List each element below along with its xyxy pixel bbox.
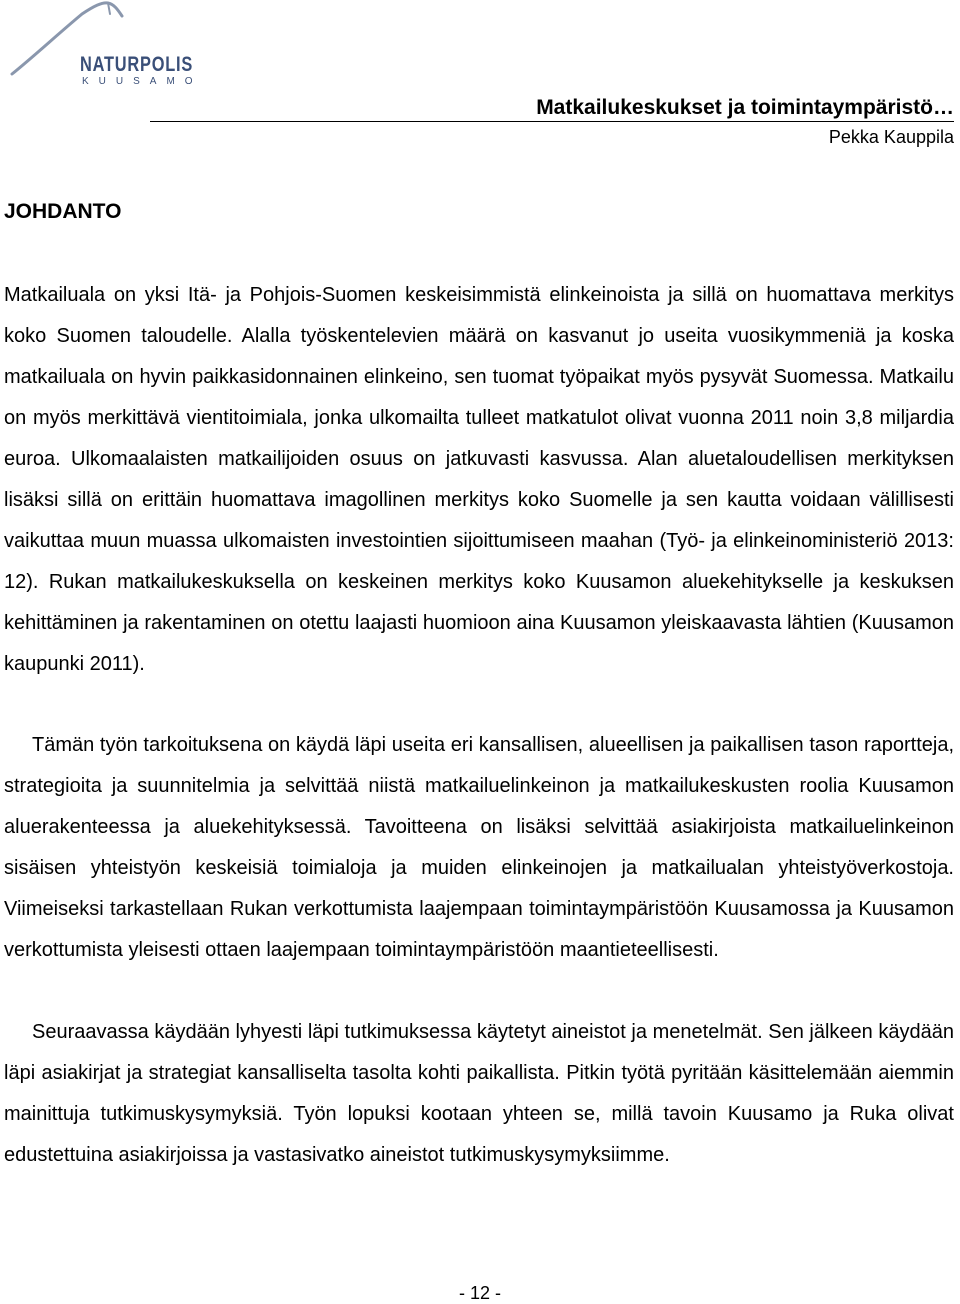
section-title: JOHDANTO (4, 200, 122, 223)
logo-text (80, 54, 225, 88)
body-paragraph-1: Matkailuala on yksi Itä- ja Pohjois-Suomen keskeisimmistä elinkeinoista ja sillä on huomattava merkitys koko Suomen taloudelle. Alalla työskentelevien määrä on kasvanut jo useita vuosikymmeniä ja koska matkailuala on hyvin paikkasidonnainen elinkeino, sen tuomat työpaikat myös pysyvät Suomessa. Matkailu on myös merkittävä vientitoimiala, jonka ulkomailta tulleet matkatulot olivat vuonna 2011 noin 3,8 miljardia euroa. Ulkomaalaisten matkailijoiden osuus on jatkuvasti kasvussa. Alan aluetaloudellisen merkityksen lisäksi sillä on erittäin huomattava imagollinen merkitys koko Suomelle ja sen kautta voidaan välillisesti vaikuttaa muun muassa ulkomaisten investointien sijoittumiseen maahan (Työ- ja elinkeinoministeriö 2013: 12). Rukan matkailukeskuksella on keskeinen merkitys koko Kuusamon aluekehitykselle ja keskuksen kehittäminen ja rakentaminen on otettu laajasti huomioon aina Kuusamon yleiskaavasta lähtien (Kuusamon kaupunki 2011). (4, 284, 954, 675)
logo-name: NATURPOLIS (80, 53, 194, 76)
logo-sub: KUUSAMO (82, 76, 203, 87)
page-number: - 12 - (458, 1283, 501, 1303)
body-paragraph-3: Seuraavassa käydään lyhyesti läpi tutkimuksessa käytetyt aineistot ja menetelmät. Sen jälkeen käydään läpi asiakirjat ja strategiat kansalliselta tasolta kohti paikallista. Pitkin työtä pyritään käsittelemään aiemmin mainittuja tutkimuskysymyksiä. Työn lopuksi kootaan yhteen se, millä tavoin Kuusamo ja Ruka olivat edustettuina asiakirjoissa ja vastasivatko aineistot tutkimuskysymyksiimme. (4, 1021, 954, 1166)
naturpolis-logo (10, 0, 203, 100)
body-paragraph-2: Tämän työn tarkoituksena on käydä läpi useita eri kansallisen, alueellisen ja paikallisen tason raportteja, strategioita ja suunnitelmia ja selvittää niistä matkailuelinkeinon ja matkailukeskusten roolia Kuusamon aluerakenteessa ja aluekehityksessä. Tavoitteena on lisäksi selvittää asiakirjoista matkailuelinkeinon sisäisen yhteistyön keskeisiä toimialoja ja muiden elinkeinojen ja matkailualan yhteistyöverkostoja. Viimeiseksi tarkastellaan Rukan verkottumista laajempaan toimintaympäristöön Kuusamossa ja Kuusamon verkottumista yleisesti ottaen laajempaan toimintaympäristöön maantieteellisesti. (4, 734, 954, 961)
header-title: Matkailukeskukset ja toimintaympäristö… (536, 96, 954, 119)
header-author: Pekka Kauppila (828, 127, 954, 147)
header-divider (150, 121, 954, 122)
